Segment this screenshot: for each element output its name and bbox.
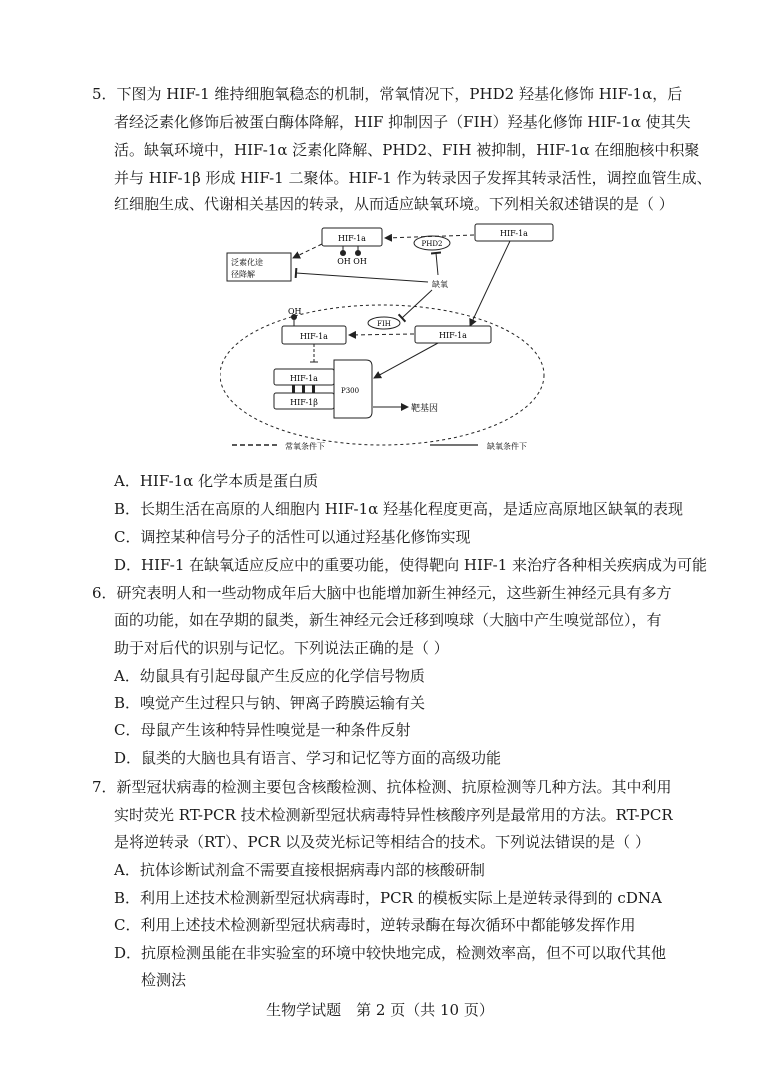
target-gene-label: 靶基因	[411, 404, 439, 414]
q6-stem-line-2: 面的功能，如在孕期的鼠类，新生神经元会迁移到嗅球（大脑中产生嗅觉部位），有	[114, 611, 662, 629]
hif1a-top-label: HIF-1a	[338, 234, 366, 243]
oh-top-label: OH OH	[337, 257, 367, 266]
legend-hypoxia: 缺氧条件下	[487, 442, 527, 451]
q5-stem-line-1: 5．下图为 HIF-1 维持细胞氧稳态的机制，常氧情况下，PHD2 羟基化修饰 HIF-1α，后	[92, 85, 683, 103]
q5-option-d: D．HIF-1 在缺氧适应反应中的重要功能，使得靶向 HIF-1 来治疗各种相关疾病成为可能	[114, 556, 708, 574]
p300-label: P300	[341, 387, 360, 395]
q7-option-b: B．利用上述技术检测新型冠状病毒时，PCR 的模板实际上是逆转录得到的 cDNA	[114, 889, 662, 907]
phd2-label: PHD2	[421, 240, 443, 248]
q7-stem-line-3: 是将逆转录（RT）、PCR 以及荧光标记等相结合的技术。下列说法错误的是（ ）	[114, 833, 650, 851]
q5-option-a: A．HIF-1α 化学本质是蛋白质	[114, 472, 319, 490]
fih-label: FIH	[377, 320, 391, 328]
hif1a-complex-label: HIF-1a	[290, 374, 318, 383]
q6-option-b: B．嗅觉产生过程只与钠、钾离子跨膜运输有关	[114, 694, 426, 712]
q6-option-c: C．母鼠产生该种特异性嗅觉是一种条件反射	[114, 721, 411, 739]
legend-normoxia: 常氧条件下	[285, 442, 325, 451]
q5-stem-line-2: 者经泛素化修饰后被蛋白酶体降解，HIF 抑制因子（FIH）羟基化修饰 HIF-1α 使其失	[114, 113, 691, 131]
q5-stem-line-5: 红细胞生成、代谢相关基因的转录，从而适应缺氧环境。下列相关叙述错误的是（ ）	[114, 195, 674, 213]
ubiquitin-line1: 泛素化途	[231, 258, 263, 267]
q7-option-d: D．抗原检测虽能在非实验室的环境中较快地完成，检测效率高，但不可以取代其他	[114, 944, 667, 962]
q7-option-a: A．抗体诊断试剂盒不需要直接根据病毒内部的核酸研制	[114, 861, 485, 879]
hif1a-cell-right-label: HIF-1a	[439, 331, 467, 340]
page-footer: 生物学试题 第 2 页（共 10 页）	[266, 1001, 494, 1019]
q5-stem-line-3: 活。缺氧环境中，HIF-1α 泛素化降解、PHD2、FIH 被抑制，HIF-1α 在细胞核中积聚	[114, 141, 700, 159]
q7-stem-line-2: 实时荧光 RT-PCR 技术检测新型冠状病毒特异性核酸序列是最常用的方法。RT-PCR	[114, 806, 673, 824]
hypoxia-label: 缺氧	[432, 280, 448, 289]
q6-option-a: A．幼鼠具有引起母鼠产生反应的化学信号物质	[114, 667, 425, 685]
q6-stem-line-3: 助于对后代的识别与记忆。下列说法正确的是（ ）	[114, 639, 449, 657]
q6-option-d: D．鼠类的大脑也具有语言、学习和记忆等方面的高级功能	[114, 749, 502, 767]
q6-stem-line-1: 6．研究表明人和一些动物成年后大脑中也能增加新生神经元，这些新生神经元具有多方	[92, 584, 672, 602]
hif1b-complex-label: HIF-1β	[290, 398, 318, 407]
q5-stem-line-4: 并与 HIF-1β 形成 HIF-1 二聚体。HIF-1 作为转录因子发挥其转录活性，调控血管生成、	[114, 169, 712, 187]
q7-option-c: C．利用上述技术检测新型冠状病毒时，逆转录酶在每次循环中都能够发挥作用	[114, 916, 636, 934]
q7-stem-line-1: 7．新型冠状病毒的检测主要包含核酸检测、抗体检测、抗原检测等几种方法。其中利用	[92, 778, 672, 796]
q7-option-d-continued: 检测法	[141, 971, 187, 989]
q5-option-b: B．长期生活在高原的人细胞内 HIF-1α 羟基化程度更高，是适应高原地区缺氧的表现	[114, 500, 684, 518]
oh-mid-label: OH	[288, 307, 302, 316]
hif1-mechanism-diagram	[220, 218, 580, 458]
q5-option-c: C．调控某种信号分子的活性可以通过羟基化修饰实现	[114, 528, 471, 546]
hif1a-mid-label: HIF-1a	[300, 332, 328, 341]
hif1a-right-label: HIF-1a	[500, 229, 528, 238]
ubiquitin-line2: 径降解	[231, 270, 255, 279]
